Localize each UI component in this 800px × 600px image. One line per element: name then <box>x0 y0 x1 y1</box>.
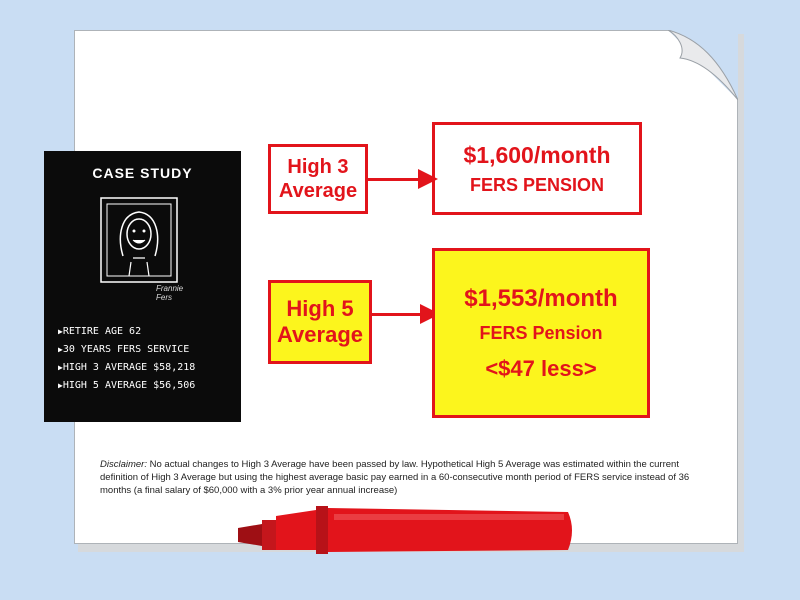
disclaimer <box>100 458 710 497</box>
high3-pension-box <box>432 122 642 215</box>
high5-pension-box <box>432 248 650 418</box>
red-marker-icon <box>238 506 576 554</box>
high3-label: High 3 Average <box>278 156 358 202</box>
high5-label: High 5 Average <box>276 296 363 347</box>
high3-pension-label: FERS PENSION <box>469 174 605 195</box>
disclaimer-lead: Disclaimer: <box>100 459 147 470</box>
case-study-card <box>44 151 241 422</box>
high3-pension-amount: $1,600/month <box>463 141 611 168</box>
fact-retire-age: ▶ RETIRE AGE 62 <box>58 323 195 341</box>
high5-pension-label: FERS Pension <box>479 322 603 343</box>
fact-years-service: ▶ 30 YEARS FERS SERVICE <box>58 341 195 359</box>
portrait-sketch-icon <box>99 196 179 284</box>
high5-pension-amount: $1,553/month <box>464 284 618 312</box>
high5-difference: <$47 less> <box>485 355 597 381</box>
arrow-row2-line <box>372 313 422 316</box>
case-study-facts <box>58 323 195 395</box>
page-curl-corner <box>668 30 738 100</box>
fact-high3: ▶ HIGH 3 AVERAGE $58,218 <box>58 359 195 377</box>
high3-box <box>268 144 368 214</box>
portrait-name: Frannie Fers <box>156 284 184 302</box>
arrow-row1-line <box>368 178 420 181</box>
fact-high5: ▶ HIGH 5 AVERAGE $56,506 <box>58 377 195 395</box>
case-study-title: CASE STUDY <box>92 165 193 181</box>
high5-box <box>268 280 372 364</box>
disclaimer-text: No actual changes to High 3 Average have been passed by law. Hypothetical High 5 Average was estimated within the current definition of High 3 Average but using the highest average basic pay earned in a 60-consecutive month period of FERS service instead of 36 months (a final salary of $60,000 with a 3% prior year annual increase) <box>100 459 690 496</box>
